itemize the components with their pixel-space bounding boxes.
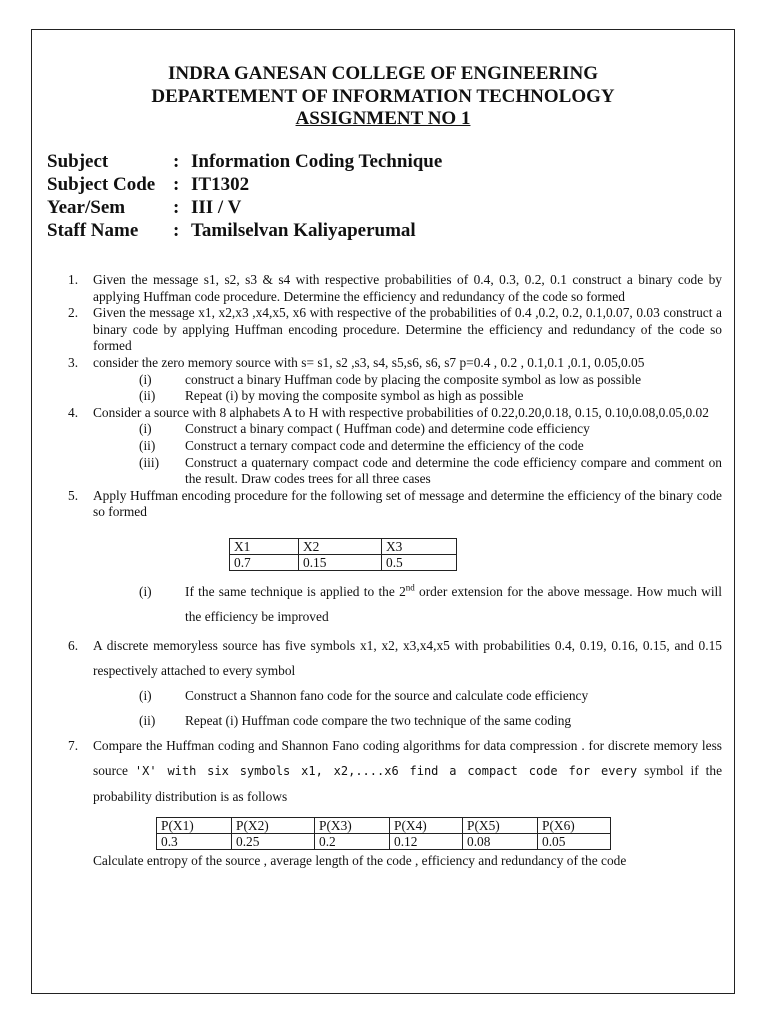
- table-cell: 0.12: [390, 833, 463, 849]
- probability-table: [156, 817, 611, 850]
- sub-question: [68, 683, 722, 708]
- question-number: 5.: [68, 487, 79, 503]
- meta-row-subject: [47, 150, 442, 173]
- meta-separator: :: [173, 197, 180, 218]
- table-cell: 0.3: [157, 833, 232, 849]
- sub-question-text: Construct a binary compact ( Huffman code) and determine code efficiency: [185, 421, 590, 437]
- meta-separator: :: [173, 220, 180, 241]
- question-7-footer: [68, 853, 722, 870]
- meta-key: Subject Code: [47, 174, 156, 195]
- meta-key: Subject: [47, 151, 109, 172]
- sub-question: [68, 372, 722, 389]
- table-cell: P(X4): [390, 817, 463, 833]
- meta-key: Year/Sem: [47, 197, 126, 218]
- sub-question-text: Repeat (i) Huffman code compare the two technique of the same coding: [185, 712, 572, 728]
- question-text: Given the message s1, s2, s3 & s4 with respective probabilities of 0.4, 0.3, 0.2, 0.1 construct a binary code by applying Huffman code procedure. Determine the efficiency and redundancy of the code so formed: [93, 272, 722, 304]
- sub-question-number: (iii): [139, 454, 160, 470]
- table-cell: 0.08: [463, 833, 538, 849]
- sub-question: [68, 421, 722, 438]
- meta-row-year-sem: [47, 196, 442, 219]
- department-name: DEPARTEMENT OF INFORMATION TECHNOLOGY: [151, 86, 615, 107]
- sub-question: [68, 388, 722, 405]
- question-list: [68, 272, 722, 870]
- table-cell: P(X1): [157, 817, 232, 833]
- sub-question-number: (i): [139, 583, 152, 599]
- meta-row-staff-name: [47, 219, 442, 242]
- table-row: [157, 833, 611, 849]
- question-number: 6.: [68, 637, 79, 653]
- table-cell: 0.05: [538, 833, 611, 849]
- sub-question-number: (ii): [139, 437, 156, 453]
- question-number: 4.: [68, 404, 79, 420]
- table-cell: P(X5): [463, 817, 538, 833]
- meta-value: IT1302: [191, 174, 250, 195]
- assignment-title: ASSIGNMENT NO 1: [295, 108, 471, 129]
- table-cell: P(X3): [315, 817, 390, 833]
- question-text: Compare the Huffman coding and Shannon Fano coding algorithms for data compression . for discrete memory less source 'X' with six symbols x1, x2,....x6 find a compact code for every symbol if the probability distribution is as follows: [93, 737, 723, 804]
- sub-question-number: (ii): [139, 388, 156, 404]
- sub-question-text: Construct a ternary compact code and determine the efficiency of the code: [185, 437, 584, 453]
- question-text: Given the message x1, x2,x3 ,x4,x5, x6 with respective of the probabilities of 0.4 ,0.2, 0.2, 0.1,0.07, 0.03 construct a binary code by applying Huffman encoding procedure. Determine the efficiency and redundancy of the code so formed: [93, 305, 722, 354]
- question-text: consider the zero memory source with s= s1, s2 ,s3, s4, s5,s6, s6, s7 p=0.4 , 0.2 , 0.1,0.1 ,0.1, 0.05,0.05: [93, 354, 645, 370]
- sub-question: [68, 579, 722, 629]
- sub-question-number: (i): [139, 421, 152, 437]
- meta-value: Information Coding Technique: [191, 151, 443, 172]
- table-row: [230, 538, 457, 554]
- question-text: Apply Huffman encoding procedure for the following set of message and determine the efficiency of the binary code so formed: [93, 487, 722, 520]
- question-text: A discrete memoryless source has five symbols x1, x2, x3,x4,x5 with probabilities 0.4, 0.19, 0.16, 0.15, and 0.15 respectively attached to every symbol: [93, 637, 722, 678]
- sub-question-text: Construct a quaternary compact code and determine the code efficiency compare and comment on the result. Draw codes trees for all three cases: [185, 454, 722, 487]
- question-3: [68, 355, 722, 372]
- question-5: [68, 488, 722, 521]
- table-cell: 0.5: [382, 554, 457, 570]
- question-number: 2.: [68, 305, 79, 321]
- question-4: [68, 405, 722, 422]
- question-number: 3.: [68, 354, 79, 370]
- meta-row-subject-code: [47, 173, 442, 196]
- meta-key: Staff Name: [47, 220, 139, 241]
- meta-value: Tamilselvan Kaliyaperumal: [191, 220, 416, 241]
- question-number: 1.: [68, 272, 79, 287]
- meta-separator: :: [173, 151, 180, 172]
- question-number: 7.: [68, 737, 79, 753]
- sub-question: [68, 455, 722, 488]
- question-2: [68, 305, 722, 355]
- table-cell: 0.7: [230, 554, 299, 570]
- table-cell: X3: [382, 538, 457, 554]
- table-row: [230, 554, 457, 570]
- question-text: Consider a source with 8 alphabets A to H with respective probabilities of 0.22,0.20,0.18, 0.15, 0.10,0.08,0.05,0.02: [93, 404, 709, 420]
- meta-value: III / V: [191, 197, 242, 218]
- sub-question-text: If the same technique is applied to the 2nd order extension for the above message. How much will the efficiency be improved: [185, 582, 722, 624]
- table-cell: P(X2): [232, 817, 315, 833]
- message-table: [229, 538, 457, 571]
- question-6: [68, 633, 722, 683]
- question-text: Calculate entropy of the source , average length of the code , efficiency and redundancy of the code: [93, 852, 627, 868]
- question-7: [68, 733, 722, 809]
- table-cell: X2: [299, 538, 382, 554]
- sub-question-text: construct a binary Huffman code by placing the composite symbol as low as possible: [185, 371, 642, 387]
- question-1: [68, 272, 722, 305]
- sub-question-number: (i): [139, 371, 152, 387]
- sub-question-text: Repeat (i) by moving the composite symbol as high as possible: [185, 388, 524, 404]
- table-cell: 0.25: [232, 833, 315, 849]
- meta-separator: :: [173, 174, 180, 195]
- sub-question-number: (i): [139, 687, 152, 703]
- table-cell: 0.15: [299, 554, 382, 570]
- sub-question-number: (ii): [139, 712, 156, 728]
- table-cell: X1: [230, 538, 299, 554]
- table-row: [157, 817, 611, 833]
- table-cell: 0.2: [315, 833, 390, 849]
- sub-question: [68, 708, 722, 733]
- sub-question-text: Construct a Shannon fano code for the source and calculate code efficiency: [185, 687, 589, 703]
- subject-details: [47, 150, 442, 242]
- college-name: INDRA GANESAN COLLEGE OF ENGINEERING: [167, 63, 599, 84]
- sub-question: [68, 438, 722, 455]
- table-cell: P(X6): [538, 817, 611, 833]
